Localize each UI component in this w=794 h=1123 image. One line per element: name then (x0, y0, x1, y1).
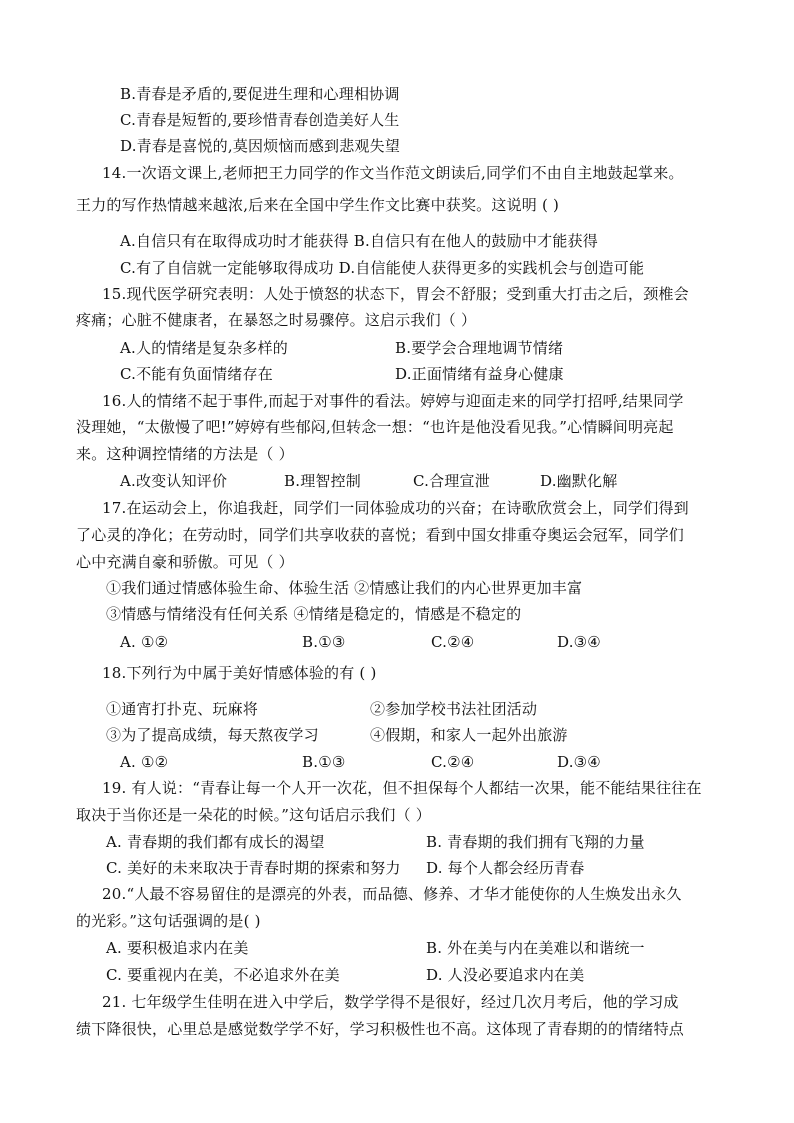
q20-stem-line1: 20.“人最不容易留住的是漂亮的外表，而品德、修养、才华才能使你的人生焕发出永久 (102, 885, 682, 903)
q18-statement-1: ①通宵打扑克、玩麻将 (106, 700, 259, 718)
q14-stem-line1: 14.一次语文课上,老师把王力同学的作文当作范文朗读后,同学们不由自主地鼓起掌来。 (102, 164, 684, 182)
q15-option-d: D.正面情绪有益身心健康 (395, 365, 564, 383)
q21-stem-line2: 绩下降很快，心里总是感觉数学学不好，学习积极性也不高。这体现了青春期的的情绪特点 (76, 1020, 685, 1038)
q17-option-c: C.②④ (431, 633, 475, 651)
q14-options-row2: C.有了自信就一定能够取得成功 D.自信能使人获得更多的实践机会与创造可能 (120, 259, 645, 277)
q19-option-b: B. 青春期的我们拥有飞翔的力量 (426, 833, 645, 851)
q18-statement-3: ③为了提高成绩，每天熬夜学习 (106, 726, 319, 744)
q16-option-c: C.合理宣泄 (413, 472, 490, 490)
q17-statements-row2: ③情感与情绪没有任何关系 ④情绪是稳定的，情感是不稳定的 (106, 605, 522, 623)
q21-stem-line1: 21. 七年级学生佳明在进入中学后，数学学得不是很好，经过几次月考后，他的学习成 (102, 993, 679, 1011)
q16-option-d: D.幽默化解 (540, 472, 618, 490)
q17-option-a: A. ①② (120, 633, 169, 651)
q18-statement-2: ②参加学校书法社团活动 (370, 700, 538, 718)
q20-stem-line2: 的光彩。”这句话强调的是( ) (76, 912, 261, 930)
q18-option-b: B.①③ (302, 753, 346, 771)
q17-option-d: D.③④ (557, 633, 601, 651)
q19-option-c: C. 美好的未来取决于青春时期的探索和努力 (106, 859, 401, 877)
q13-option-c: C.青春是短暂的,要珍惜青春创造美好人生 (120, 111, 400, 129)
q13-option-b: B.青春是矛盾的,要促进生理和心理相协调 (120, 85, 400, 103)
q14-options-row1: A.自信只有在取得成功时才能获得 B.自信只有在他人的鼓励中才能获得 (120, 232, 598, 250)
q20-option-a: A. 要积极追求内在美 (106, 939, 249, 957)
q15-option-a: A.人的情绪是复杂多样的 (120, 339, 289, 357)
q16-stem-line1: 16.人的情绪不起于事件,而起于对事件的看法。婷婷与迎面走来的同学打招呼,结果同学 (102, 392, 684, 410)
q20-option-d: D. 人没必要追求内在美 (426, 966, 585, 984)
q15-option-b: B.要学会合理地调节情绪 (395, 339, 564, 357)
q13-option-d: D.青春是喜悦的,莫因烦恼而感到悲观失望 (120, 137, 401, 155)
q17-stem-line1: 17.在运动会上，你追我赶，同学们一同体验成功的兴奋；在诗歌欣赏会上，同学们得到 (102, 499, 689, 517)
q16-stem-line3: 来。这种调控情绪的方法是（ ） (76, 445, 294, 463)
q15-stem-line1: 15.现代医学研究表明：人处于愤怒的状态下，胃会不舒服；受到重大打击之后，颈椎会 (102, 285, 689, 303)
q18-option-c: C.②④ (431, 753, 475, 771)
q14-stem-line2: 王力的写作热情越来越浓,后来在全国中学生作文比赛中获奖。这说明 ( ) (76, 196, 560, 214)
q19-stem-line1: 19. 有人说：“青春让每一个人开一次花，但不担保每个人都结一次果，能不能结果往往在 (102, 779, 702, 797)
q15-option-c: C.不能有负面情绪存在 (120, 365, 273, 383)
q16-option-a: A.改变认知评价 (120, 472, 228, 490)
q18-stem: 18.下列行为中属于美好情感体验的有 ( ) (102, 664, 377, 682)
q17-statements-row1: ①我们通过情感体验生命、体验生活 ②情感让我们的内心世界更加丰富 (106, 579, 583, 597)
q17-option-b: B.①③ (302, 633, 346, 651)
q19-option-a: A. 青春期的我们都有成长的渴望 (106, 833, 325, 851)
q20-option-b: B. 外在美与内在美难以和谐统一 (426, 939, 645, 957)
q19-option-d: D. 每个人都会经历青春 (426, 859, 585, 877)
q15-stem-line2: 疼痛；心脏不健康者，在暴怒之时易骤停。这启示我们（ ） (76, 311, 477, 329)
q18-option-d: D.③④ (557, 753, 601, 771)
q17-stem-line2: 了心灵的净化；在劳动时，同学们共享收获的喜悦；看到中国女排重夺奥运会冠军，同学们 (76, 526, 685, 544)
q20-option-c: C. 要重视内在美，不必追求外在美 (106, 966, 340, 984)
q19-stem-line2: 取决于当你还是一朵花的时候。”这句话启示我们（ ） (76, 806, 431, 824)
q18-option-a: A. ①② (120, 753, 169, 771)
q18-statement-4: ④假期，和家人一起外出旅游 (370, 726, 568, 744)
q16-option-b: B.理智控制 (284, 472, 361, 490)
q17-stem-line3: 心中充满自豪和骄傲。可见（ ） (76, 553, 294, 571)
q16-stem-line2: 没理她，“太傲慢了吧!”婷婷有些郁闷,但转念一想：“也许是他没看见我。”心情瞬间明亮起 (76, 418, 674, 436)
